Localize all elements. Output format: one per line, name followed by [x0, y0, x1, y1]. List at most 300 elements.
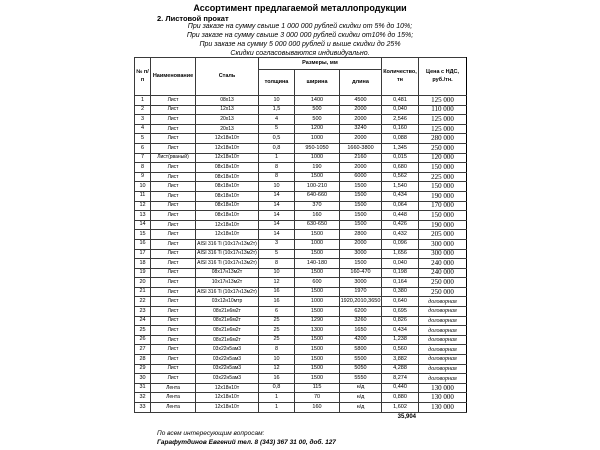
- cell-num: 11: [135, 191, 151, 201]
- cell-steel: 12х13: [196, 105, 259, 115]
- cell-thickness: 25: [259, 335, 295, 345]
- cell-num: 28: [135, 355, 151, 365]
- cell-steel: 12х18н10т: [196, 143, 259, 153]
- cell-qty: 0,680: [382, 163, 419, 173]
- table-row: [135, 364, 467, 374]
- cell-qty: 1,656: [382, 249, 419, 259]
- cell-steel: 03х22н5ам3: [196, 345, 259, 355]
- cell-num: 18: [135, 259, 151, 269]
- cell-thickness: 14: [259, 230, 295, 240]
- cell-name: Лист: [151, 182, 196, 192]
- cell-name: Лист: [151, 191, 196, 201]
- cell-width: 950-1050: [295, 143, 340, 153]
- cell-length: 4200: [340, 335, 382, 345]
- cell-name: Лист: [151, 172, 196, 182]
- cell-steel: 03х22н5ам3: [196, 355, 259, 365]
- cell-price: 250 000: [419, 287, 467, 297]
- cell-name: Лист: [151, 211, 196, 221]
- table-row: [135, 374, 467, 384]
- table-row: [135, 172, 467, 182]
- cell-name: Лист: [151, 278, 196, 288]
- cell-qty: 0,695: [382, 307, 419, 317]
- table-row: [135, 220, 467, 230]
- cell-qty: 1,345: [382, 143, 419, 153]
- cell-name: Лист: [151, 96, 196, 106]
- cell-qty: 0,064: [382, 201, 419, 211]
- cell-steel: AISI 316 Ti (10х17н13м2т): [196, 259, 259, 269]
- cell-steel: 08х18н10т: [196, 172, 259, 182]
- cell-price: договорная: [419, 345, 467, 355]
- cell-name: Лист: [151, 115, 196, 125]
- cell-length: 1500: [340, 259, 382, 269]
- cell-width: 70: [295, 393, 340, 403]
- cell-length: 1970: [340, 287, 382, 297]
- cell-num: 7: [135, 153, 151, 163]
- cell-width: 1000: [295, 239, 340, 249]
- table-row: [135, 287, 467, 297]
- cell-thickness: 6: [259, 307, 295, 317]
- cell-num: 19: [135, 268, 151, 278]
- cell-num: 8: [135, 163, 151, 173]
- cell-length: 160-470: [340, 268, 382, 278]
- cell-thickness: 16: [259, 374, 295, 384]
- cell-num: 22: [135, 297, 151, 307]
- cell-num: 9: [135, 172, 151, 182]
- discount-notes: [0, 22, 600, 58]
- cell-width: 630-650: [295, 220, 340, 230]
- cell-price: 170 000: [419, 201, 467, 211]
- price-table-wrap: [134, 57, 466, 420]
- cell-width: 1500: [295, 268, 340, 278]
- cell-steel: 12х18н10т: [196, 134, 259, 144]
- table-row: [135, 153, 467, 163]
- cell-name: Лента: [151, 383, 196, 393]
- header-length: длина: [340, 70, 382, 96]
- cell-length: 6200: [340, 307, 382, 317]
- cell-thickness: 8: [259, 259, 295, 269]
- cell-qty: 4,288: [382, 364, 419, 374]
- cell-name: Лист: [151, 374, 196, 384]
- section-heading: 2. Листовой прокат: [157, 14, 229, 23]
- cell-length: 5800: [340, 345, 382, 355]
- cell-price: 225 000: [419, 172, 467, 182]
- cell-price: 300 000: [419, 249, 467, 259]
- table-row: [135, 278, 467, 288]
- cell-length: 1500: [340, 182, 382, 192]
- cell-price: 240 000: [419, 268, 467, 278]
- table-row: [135, 393, 467, 403]
- cell-thickness: 8: [259, 163, 295, 173]
- cell-thickness: 14: [259, 220, 295, 230]
- cell-num: 5: [135, 134, 151, 144]
- cell-steel: 12х18н10т: [196, 153, 259, 163]
- cell-price: 150 000: [419, 211, 467, 221]
- cell-qty: 0,426: [382, 220, 419, 230]
- table-row: [135, 326, 467, 336]
- cell-thickness: 10: [259, 355, 295, 365]
- table-row: [135, 201, 467, 211]
- cell-qty: 0,164: [382, 278, 419, 288]
- cell-steel: 12х18н10т: [196, 403, 259, 413]
- cell-num: 29: [135, 364, 151, 374]
- cell-width: 1500: [295, 249, 340, 259]
- cell-num: 20: [135, 278, 151, 288]
- cell-length: н/д: [340, 383, 382, 393]
- cell-num: 26: [135, 335, 151, 345]
- cell-qty: 0,380: [382, 287, 419, 297]
- cell-length: 2800: [340, 230, 382, 240]
- cell-length: 1500: [340, 220, 382, 230]
- cell-steel: 08х18н10т: [196, 182, 259, 192]
- table-row: [135, 335, 467, 345]
- cell-name: Лист: [151, 249, 196, 259]
- table-header: [135, 58, 467, 96]
- cell-steel: 08х18н10т: [196, 191, 259, 201]
- cell-steel: AISI 316 Ti (10х17н13м2т): [196, 249, 259, 259]
- cell-num: 4: [135, 124, 151, 134]
- cell-steel: 08х21н6м2т: [196, 326, 259, 336]
- cell-length: 1660-3800: [340, 143, 382, 153]
- cell-qty: 0,560: [382, 345, 419, 355]
- page-title: Ассортимент предлагаемой металлопродукции: [193, 3, 407, 13]
- quantity-total: 35,904: [397, 413, 416, 420]
- cell-price: 150 000: [419, 163, 467, 173]
- table-row: [135, 239, 467, 249]
- cell-width: 160: [295, 211, 340, 221]
- cell-width: 190: [295, 163, 340, 173]
- cell-qty: 0,481: [382, 96, 419, 106]
- cell-price: 130 000: [419, 383, 467, 393]
- cell-qty: 0,432: [382, 230, 419, 240]
- cell-name: Лист: [151, 230, 196, 240]
- cell-steel: 08х18н10т: [196, 163, 259, 173]
- cell-qty: 0,015: [382, 153, 419, 163]
- cell-steel: 08х21н6м2т: [196, 307, 259, 317]
- cell-steel: 20х13: [196, 115, 259, 125]
- cell-thickness: 0,8: [259, 143, 295, 153]
- cell-num: 23: [135, 307, 151, 317]
- cell-width: 500: [295, 105, 340, 115]
- cell-name: Лист: [151, 143, 196, 153]
- cell-width: 1500: [295, 335, 340, 345]
- table-row: [135, 345, 467, 355]
- cell-thickness: 0,5: [259, 134, 295, 144]
- cell-qty: 0,562: [382, 172, 419, 182]
- cell-width: 115: [295, 383, 340, 393]
- cell-width: 1000: [295, 153, 340, 163]
- cell-thickness: 10: [259, 96, 295, 106]
- cell-num: 16: [135, 239, 151, 249]
- cell-length: 2000: [340, 134, 382, 144]
- cell-length: 1500: [340, 191, 382, 201]
- table-row: [135, 96, 467, 106]
- cell-name: Лист: [151, 134, 196, 144]
- cell-thickness: 12: [259, 278, 295, 288]
- cell-name: Лист: [151, 287, 196, 297]
- cell-name: Лист: [151, 239, 196, 249]
- cell-num: 12: [135, 201, 151, 211]
- cell-thickness: 3: [259, 239, 295, 249]
- cell-qty: 0,088: [382, 134, 419, 144]
- cell-price: договорная: [419, 297, 467, 307]
- cell-length: 2000: [340, 163, 382, 173]
- cell-price: 300 000: [419, 239, 467, 249]
- cell-thickness: 8: [259, 172, 295, 182]
- table-row: [135, 307, 467, 317]
- cell-num: 32: [135, 393, 151, 403]
- cell-length: 5550: [340, 374, 382, 384]
- header-steel: Сталь: [196, 58, 259, 96]
- cell-num: 2: [135, 105, 151, 115]
- cell-width: 370: [295, 201, 340, 211]
- cell-name: Лист: [151, 307, 196, 317]
- cell-width: 600: [295, 278, 340, 288]
- cell-num: 21: [135, 287, 151, 297]
- cell-steel: 12х18н10т: [196, 393, 259, 403]
- cell-qty: 0,434: [382, 326, 419, 336]
- table-row: [135, 259, 467, 269]
- header-width: ширина: [295, 70, 340, 96]
- contact-person: Гарафутдинов Евгений тел. 8 (343) 367 31 00, доб. 127: [157, 439, 336, 446]
- cell-length: 5050: [340, 364, 382, 374]
- cell-price: договорная: [419, 364, 467, 374]
- cell-qty: 2,546: [382, 115, 419, 125]
- cell-length: 1650: [340, 326, 382, 336]
- cell-thickness: 5: [259, 124, 295, 134]
- table-row: [135, 211, 467, 221]
- discount-note-2: При заказе на сумму свыше 3 000 000 рублей скидки от10% до 15%;: [186, 32, 414, 39]
- cell-thickness: 1: [259, 393, 295, 403]
- cell-thickness: 5: [259, 249, 295, 259]
- cell-steel: 03х22н5ам3: [196, 364, 259, 374]
- cell-name: Лист: [151, 364, 196, 374]
- cell-name: Лист: [151, 268, 196, 278]
- cell-steel: 08х18н10т: [196, 211, 259, 221]
- header-sizes: Размеры, мм: [259, 58, 382, 70]
- cell-length: 2000: [340, 115, 382, 125]
- cell-steel: 08х21н6м2т: [196, 335, 259, 345]
- cell-num: 10: [135, 182, 151, 192]
- cell-num: 1: [135, 96, 151, 106]
- contact-intro: По всем интересующим вопросам:: [157, 430, 265, 437]
- header-price: Цена с НДС, руб./тн.: [419, 58, 467, 96]
- cell-name: Лист: [151, 335, 196, 345]
- cell-length: 4500: [340, 96, 382, 106]
- cell-num: 17: [135, 249, 151, 259]
- cell-steel: 08х21н6м2т: [196, 316, 259, 326]
- cell-name: Лист(рваный): [151, 153, 196, 163]
- cell-qty: 0,826: [382, 316, 419, 326]
- cell-price: договорная: [419, 335, 467, 345]
- cell-qty: 1,540: [382, 182, 419, 192]
- cell-thickness: 16: [259, 297, 295, 307]
- table-row: [135, 316, 467, 326]
- cell-qty: 0,096: [382, 239, 419, 249]
- cell-thickness: 1: [259, 153, 295, 163]
- cell-name: Лист: [151, 259, 196, 269]
- header-thickness: толщина: [259, 70, 295, 96]
- cell-thickness: 4: [259, 115, 295, 125]
- cell-width: 1500: [295, 355, 340, 365]
- cell-width: 1500: [295, 364, 340, 374]
- cell-thickness: 12: [259, 364, 295, 374]
- cell-qty: 0,040: [382, 259, 419, 269]
- table-row: [135, 355, 467, 365]
- cell-thickness: 0,8: [259, 383, 295, 393]
- cell-steel: AISI 316 Ti (10х17н13м2т): [196, 287, 259, 297]
- cell-thickness: 1,5: [259, 105, 295, 115]
- cell-steel: 12х18н10т: [196, 383, 259, 393]
- cell-thickness: 14: [259, 211, 295, 221]
- cell-price: 130 000: [419, 393, 467, 403]
- cell-steel: 08х17н13м2т: [196, 268, 259, 278]
- cell-price: договорная: [419, 374, 467, 384]
- table-row: [135, 182, 467, 192]
- cell-name: Лента: [151, 403, 196, 413]
- cell-thickness: 14: [259, 201, 295, 211]
- cell-steel: 08х13: [196, 96, 259, 106]
- cell-qty: 0,198: [382, 268, 419, 278]
- cell-length: 3240: [340, 124, 382, 134]
- cell-qty: 0,448: [382, 211, 419, 221]
- cell-steel: 03х12н10мтр: [196, 297, 259, 307]
- cell-num: 24: [135, 316, 151, 326]
- cell-width: 640-660: [295, 191, 340, 201]
- cell-price: 150 000: [419, 182, 467, 192]
- table-row: [135, 403, 467, 413]
- table-row: [135, 163, 467, 173]
- cell-name: Лист: [151, 345, 196, 355]
- cell-thickness: 8: [259, 345, 295, 355]
- cell-qty: 0,160: [382, 124, 419, 134]
- cell-price: 250 000: [419, 278, 467, 288]
- cell-name: Лента: [151, 393, 196, 403]
- cell-width: 1500: [295, 230, 340, 240]
- table-row: [135, 191, 467, 201]
- price-table: [134, 57, 467, 413]
- cell-length: 2000: [340, 105, 382, 115]
- cell-price: 190 000: [419, 220, 467, 230]
- cell-price: договорная: [419, 326, 467, 336]
- cell-qty: 1,602: [382, 403, 419, 413]
- cell-name: Лист: [151, 297, 196, 307]
- cell-width: 1300: [295, 326, 340, 336]
- cell-thickness: 1: [259, 403, 295, 413]
- cell-price: 125 000: [419, 115, 467, 125]
- cell-name: Лист: [151, 355, 196, 365]
- cell-width: 1400: [295, 96, 340, 106]
- cell-qty: 0,040: [382, 105, 419, 115]
- cell-thickness: 14: [259, 191, 295, 201]
- cell-width: 140-180: [295, 259, 340, 269]
- table-body: [135, 96, 467, 413]
- header-num: № п/п: [135, 58, 151, 96]
- cell-num: 15: [135, 230, 151, 240]
- cell-width: 1000: [295, 297, 340, 307]
- cell-num: 33: [135, 403, 151, 413]
- cell-qty: 0,640: [382, 297, 419, 307]
- table-row: [135, 268, 467, 278]
- cell-steel: AISI 316 Ti (10х17н13м2т): [196, 239, 259, 249]
- table-row: [135, 249, 467, 259]
- cell-length: 1500: [340, 211, 382, 221]
- cell-thickness: 25: [259, 316, 295, 326]
- cell-length: н/д: [340, 403, 382, 413]
- discount-note-1: При заказе на сумму свыше 1 000 000 рублей скидки от 5% до 10%;: [187, 23, 413, 30]
- cell-name: Лист: [151, 124, 196, 134]
- cell-steel: 10х17н13м2т: [196, 278, 259, 288]
- cell-length: 6000: [340, 172, 382, 182]
- cell-name: Лист: [151, 220, 196, 230]
- cell-name: Лист: [151, 201, 196, 211]
- cell-price: 205 000: [419, 230, 467, 240]
- cell-price: 125 000: [419, 96, 467, 106]
- cell-price: 190 000: [419, 191, 467, 201]
- cell-price: 280 000: [419, 134, 467, 144]
- cell-price: 125 000: [419, 124, 467, 134]
- cell-length: 5500: [340, 355, 382, 365]
- cell-width: 100-210: [295, 182, 340, 192]
- cell-steel: 08х18н10т: [196, 201, 259, 211]
- discount-note-3: При заказе на сумму 5 000 000 рублей и выше скидки до 25%: [199, 41, 401, 48]
- cell-width: 1500: [295, 287, 340, 297]
- cell-steel: 12х18н10т: [196, 220, 259, 230]
- cell-width: 1500: [295, 172, 340, 182]
- table-row: [135, 115, 467, 125]
- cell-name: Лист: [151, 326, 196, 336]
- cell-length: 3000: [340, 278, 382, 288]
- table-row: [135, 105, 467, 115]
- cell-qty: 0,880: [382, 393, 419, 403]
- cell-width: 1500: [295, 374, 340, 384]
- cell-price: 130 000: [419, 403, 467, 413]
- cell-qty: 0,440: [382, 383, 419, 393]
- cell-width: 500: [295, 115, 340, 125]
- cell-width: 1500: [295, 345, 340, 355]
- cell-length: 3000: [340, 249, 382, 259]
- cell-num: 14: [135, 220, 151, 230]
- cell-price: 240 000: [419, 259, 467, 269]
- table-row: [135, 134, 467, 144]
- table-row: [135, 297, 467, 307]
- cell-width: 1000: [295, 134, 340, 144]
- cell-qty: 8,274: [382, 374, 419, 384]
- discount-note-4: Скидки согласовываются индивидуально.: [230, 50, 370, 57]
- cell-num: 30: [135, 374, 151, 384]
- table-row: [135, 383, 467, 393]
- cell-steel: 20х13: [196, 124, 259, 134]
- cell-thickness: 16: [259, 287, 295, 297]
- cell-length: 2000: [340, 239, 382, 249]
- table-row: [135, 124, 467, 134]
- header-quantity: Количество, тн: [382, 58, 419, 96]
- cell-length: н/д: [340, 393, 382, 403]
- cell-thickness: 10: [259, 182, 295, 192]
- cell-steel: 03х22н5ам3: [196, 374, 259, 384]
- cell-thickness: 10: [259, 268, 295, 278]
- table-row: [135, 143, 467, 153]
- cell-width: 1500: [295, 307, 340, 317]
- cell-price: договорная: [419, 307, 467, 317]
- cell-length: 1920,2010,3650: [340, 297, 382, 307]
- cell-price: 250 000: [419, 143, 467, 153]
- cell-price: 110 000: [419, 105, 467, 115]
- cell-name: Лист: [151, 316, 196, 326]
- cell-width: 160: [295, 403, 340, 413]
- cell-price: 120 000: [419, 153, 467, 163]
- cell-width: 1200: [295, 124, 340, 134]
- cell-qty: 3,882: [382, 355, 419, 365]
